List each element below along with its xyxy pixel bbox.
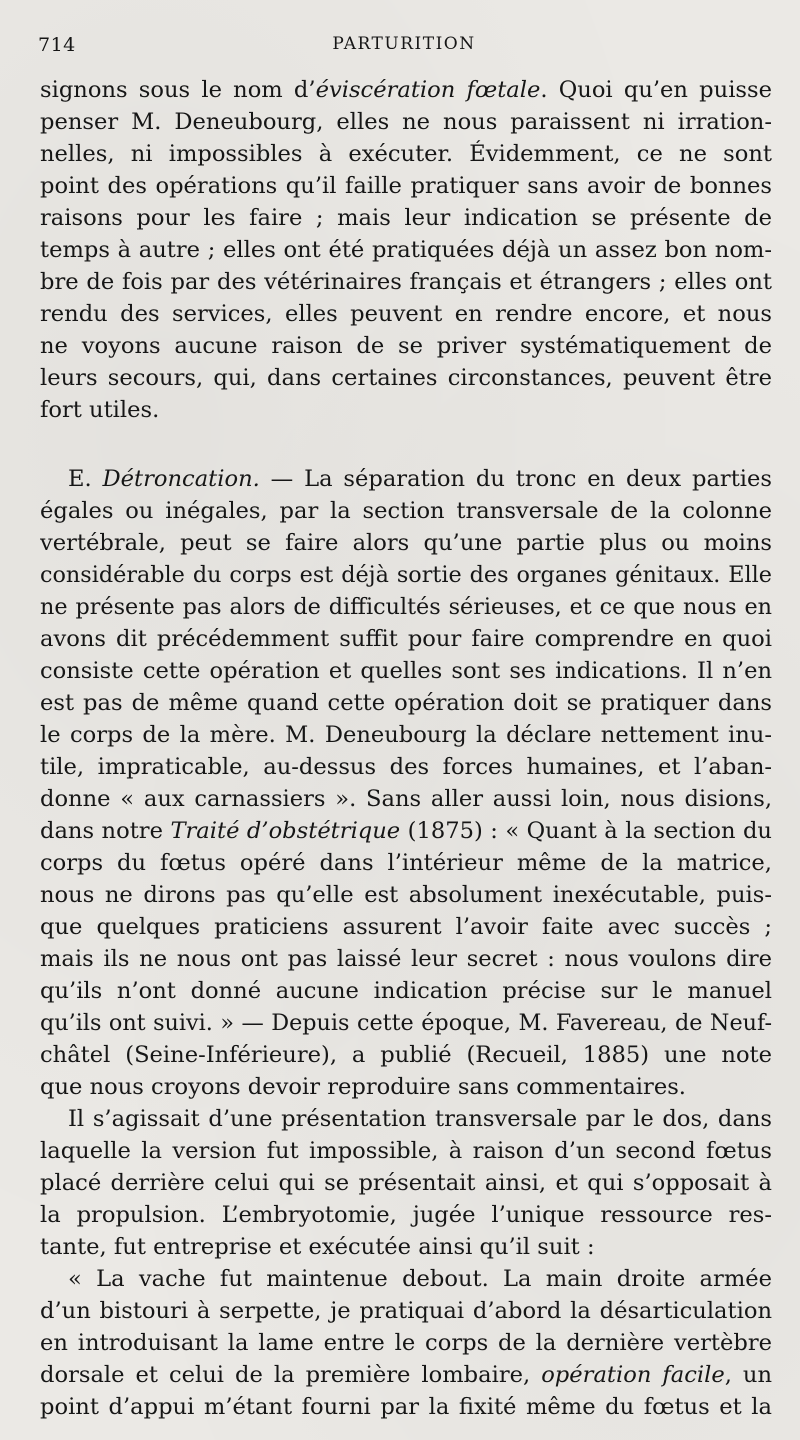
line-text: nous ne dirons pas qu’elle est absolument inexécutable, puis- bbox=[40, 882, 772, 908]
line-text-after: — La séparation du tronc en deux parties bbox=[259, 466, 772, 492]
text-line bbox=[40, 330, 772, 362]
line-text: tante, fut entreprise et exécutée ainsi qu’il suit : bbox=[40, 1234, 595, 1260]
line-text: avons dit précédemment suffit pour faire comprendre en quoi bbox=[40, 626, 772, 652]
text-line bbox=[40, 943, 772, 975]
line-text: qu’ils ont suivi. » — Depuis cette époque, M. Favereau, de Neuf- bbox=[40, 1010, 772, 1036]
text-line bbox=[40, 1231, 772, 1263]
line-text: raisons pour les faire ; mais leur indication se présente de bbox=[40, 205, 772, 231]
text-line bbox=[40, 74, 772, 106]
text-line bbox=[40, 527, 772, 559]
line-text-after: . Quoi qu’en puisse bbox=[540, 77, 772, 103]
line-text: « La vache fut maintenue debout. La main droite armée bbox=[68, 1266, 772, 1292]
text-line bbox=[40, 1359, 772, 1391]
italic-text: éviscération fœtale bbox=[315, 77, 541, 103]
page-header bbox=[38, 34, 770, 58]
line-text-after: , un bbox=[724, 1362, 772, 1388]
text-line bbox=[40, 1167, 772, 1199]
text-line bbox=[40, 751, 772, 783]
line-text: en introduisant la lame entre le corps de la dernière vertèbre bbox=[40, 1330, 772, 1356]
line-text: placé derrière celui qui se présentait ainsi, et qui s’opposait à bbox=[40, 1170, 772, 1196]
line-text: le corps de la mère. M. Deneubourg la déclare nettement inu- bbox=[40, 722, 772, 748]
text-line bbox=[40, 170, 772, 202]
line-text: dans notre bbox=[40, 818, 171, 844]
text-line bbox=[40, 463, 772, 495]
text-line bbox=[40, 394, 772, 426]
line-text: égales ou inégales, par la section transversale de la colonne bbox=[40, 498, 772, 524]
line-text: consiste cette opération et quelles sont ses indications. Il n’en bbox=[40, 658, 772, 684]
text-line bbox=[40, 879, 772, 911]
paragraph-gap bbox=[40, 426, 772, 463]
text-line bbox=[40, 362, 772, 394]
body-text bbox=[40, 74, 772, 1423]
page-number: 714 bbox=[38, 34, 76, 56]
text-line bbox=[40, 623, 772, 655]
line-text: la propulsion. L’embryotomie, jugée l’unique ressource res- bbox=[40, 1202, 772, 1228]
text-line bbox=[40, 266, 772, 298]
text-line bbox=[40, 847, 772, 879]
line-text: temps à autre ; elles ont été pratiquées déjà un assez bon nom- bbox=[40, 237, 772, 263]
text-line bbox=[40, 138, 772, 170]
text-line bbox=[40, 783, 772, 815]
line-text: signons sous le nom d’ bbox=[40, 77, 316, 103]
line-text: qu’ils n’ont donné aucune indication précise sur le manuel bbox=[40, 978, 772, 1004]
text-line bbox=[40, 591, 772, 623]
line-text: vertébrale, peut se faire alors qu’une partie plus ou moins bbox=[40, 530, 772, 556]
text-line bbox=[40, 1327, 772, 1359]
text-line bbox=[40, 815, 772, 847]
text-line bbox=[40, 1135, 772, 1167]
text-line bbox=[40, 687, 772, 719]
text-line bbox=[40, 234, 772, 266]
line-text: laquelle la version fut impossible, à raison d’un second fœtus bbox=[40, 1138, 772, 1164]
text-line bbox=[40, 1007, 772, 1039]
line-text: donne « aux carnassiers ». Sans aller aussi loin, nous disions, bbox=[40, 786, 772, 812]
line-text: corps du fœtus opéré dans l’intérieur même de la matrice, bbox=[40, 850, 772, 876]
text-line bbox=[40, 1295, 772, 1327]
line-text: leurs secours, qui, dans certaines circonstances, peuvent être bbox=[40, 365, 772, 391]
text-line bbox=[40, 1071, 772, 1103]
text-line bbox=[40, 298, 772, 330]
text-line bbox=[40, 1103, 772, 1135]
line-text: rendu des services, elles peuvent en rendre encore, et nous bbox=[40, 301, 772, 327]
text-line bbox=[40, 655, 772, 687]
italic-text: opération facile bbox=[541, 1362, 725, 1388]
line-text: point des opérations qu’il faille pratiquer sans avoir de bonnes bbox=[40, 173, 772, 199]
line-text: tile, impraticable, au-dessus des forces humaines, et l’aban- bbox=[40, 754, 772, 780]
text-line bbox=[40, 975, 772, 1007]
line-text: considérable du corps est déjà sortie des organes génitaux. Elle bbox=[40, 562, 772, 588]
text-line bbox=[40, 559, 772, 591]
line-text: dorsale et celui de la première lombaire, bbox=[40, 1362, 542, 1388]
italic-text: Détroncation. bbox=[102, 466, 260, 492]
text-line bbox=[40, 1263, 772, 1295]
line-text: fort utiles. bbox=[40, 397, 160, 423]
line-text: bre de fois par des vétérinaires français et étrangers ; elles ont bbox=[40, 269, 772, 295]
line-text: Il s’agissait d’une présentation transversale par le dos, dans bbox=[68, 1106, 772, 1132]
line-text: est pas de même quand cette opération doit se pratiquer dans bbox=[40, 690, 772, 716]
text-line bbox=[40, 1391, 772, 1423]
text-line bbox=[40, 202, 772, 234]
line-text: que nous croyons devoir reproduire sans commentaires. bbox=[40, 1074, 686, 1100]
text-line bbox=[40, 1199, 772, 1231]
text-line bbox=[40, 911, 772, 943]
line-text: point d’appui m’étant fourni par la fixité même du fœtus et la bbox=[40, 1394, 772, 1420]
text-line bbox=[40, 1039, 772, 1071]
line-text: ne présente pas alors de difficultés sérieuses, et ce que nous en bbox=[40, 594, 772, 620]
line-text-after: (1875) : « Quant à la section du bbox=[400, 818, 772, 844]
line-text: penser M. Deneubourg, elles ne nous paraissent ni irration- bbox=[40, 109, 772, 135]
italic-text: Traité d’obstétrique bbox=[170, 818, 401, 844]
line-text: châtel (Seine-Inférieure), a publié (Recueil, 1885) une note bbox=[40, 1042, 772, 1068]
text-line bbox=[40, 495, 772, 527]
line-text: nelles, ni impossibles à exécuter. Évidemment, ce ne sont bbox=[40, 141, 772, 167]
line-text: mais ils ne nous ont pas laissé leur secret : nous voulons dire bbox=[40, 946, 772, 972]
text-line bbox=[40, 719, 772, 751]
text-line bbox=[40, 106, 772, 138]
line-text: que quelques praticiens assurent l’avoir faite avec succès ; bbox=[40, 914, 772, 940]
running-title: PARTURITION bbox=[332, 34, 476, 54]
line-text: d’un bistouri à serpette, je pratiquai d’abord la désarticulation bbox=[40, 1298, 772, 1324]
line-text: ne voyons aucune raison de se priver systématiquement de bbox=[40, 333, 772, 359]
line-text: E. bbox=[68, 466, 103, 492]
